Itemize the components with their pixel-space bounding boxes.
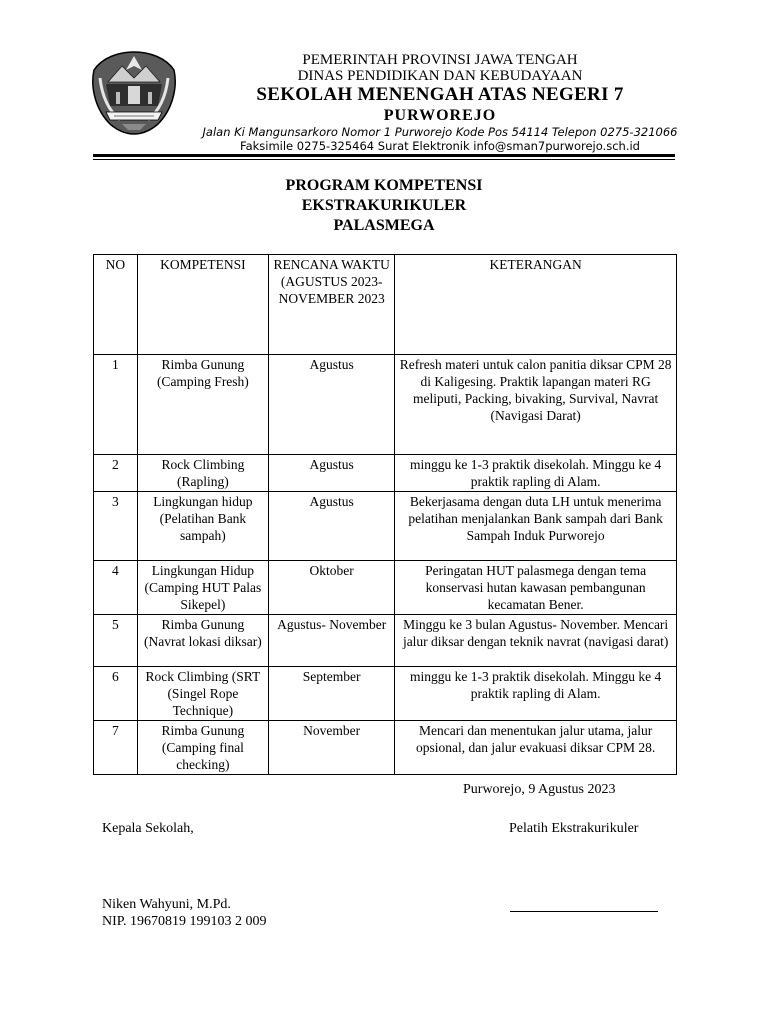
table-row: [94, 561, 677, 615]
doc-title-line3: PALASMEGA: [333, 217, 435, 234]
table-row: [94, 492, 677, 561]
cell-kompetensi: Rock Climbing (SRT (Singel Rope Technique): [137, 667, 268, 721]
cell-waktu: November: [269, 721, 395, 775]
col-header-kompetensi: KOMPETENSI: [137, 255, 268, 355]
cell-no: 4: [94, 561, 138, 615]
header-department: DINAS PENDIDIKAN DAN KEBUDAYAAN: [297, 68, 583, 84]
cell-keterangan: Refresh materi untuk calon panitia diksar CPM 28 di Kaligesing. Praktik lapangan materi RG meliputi, Packing, bivaking, Survival, Navrat (Navigasi Darat): [395, 355, 677, 455]
cell-waktu: Agustus: [269, 455, 395, 492]
table-row: [94, 615, 677, 667]
cell-keterangan: Mencari dan menentukan jalur utama, jalur opsional, dan jalur evakuasi diksar CPM 28.: [395, 721, 677, 775]
cell-no: 5: [94, 615, 138, 667]
cell-keterangan: Bekerjasama dengan duta LH untuk menerima pelatihan menjalankan Bank sampah dari Bank Sampah Induk Purworejo: [395, 492, 677, 561]
header-school-name: SEKOLAH MENENGAH ATAS NEGERI 7: [256, 84, 624, 105]
letterhead-divider-thin: [93, 159, 675, 160]
cell-kompetensi: Rimba Gunung (Camping Fresh): [137, 355, 268, 455]
table-row: [94, 355, 677, 455]
header-contact: Faksimile 0275-325464 Surat Elektronik info@sman7purworejo.sch.id: [240, 139, 640, 153]
cell-waktu: Oktober: [269, 561, 395, 615]
letterhead-divider-thick: [93, 154, 675, 157]
cell-no: 2: [94, 455, 138, 492]
cell-kompetensi: Rimba Gunung (Camping final checking): [137, 721, 268, 775]
header-city: PURWOREJO: [383, 107, 497, 124]
program-table: [93, 254, 677, 775]
coach-label: Pelatih Ekstrakurikuler: [509, 821, 639, 836]
cell-no: 6: [94, 667, 138, 721]
principal-label: Kepala Sekolah,: [102, 821, 194, 836]
col-header-no: NO: [94, 255, 138, 355]
doc-title-line2: EKSTRAKURIKULER: [301, 197, 467, 214]
cell-no: 7: [94, 721, 138, 775]
cell-kompetensi: Rimba Gunung (Navrat lokasi diksar): [137, 615, 268, 667]
col-header-keterangan: KETERANGAN: [395, 255, 677, 355]
principal-nip: NIP. 19670819 199103 2 009: [102, 914, 267, 929]
doc-title-line1: PROGRAM KOMPETENSI: [285, 177, 483, 194]
cell-keterangan: Peringatan HUT palasmega dengan tema konservasi hutan kawasan pembangunan kecamatan Bener.: [395, 561, 677, 615]
coach-signature-line: [510, 911, 658, 912]
table-row: [94, 721, 677, 775]
cell-no: 3: [94, 492, 138, 561]
table-header-row: [94, 255, 677, 355]
header-government: PEMERINTAH PROVINSI JAWA TENGAH: [302, 52, 578, 68]
cell-waktu: Agustus: [269, 492, 395, 561]
cell-no: 1: [94, 355, 138, 455]
cell-waktu: Agustus- November: [269, 615, 395, 667]
cell-keterangan: minggu ke 1-3 praktik disekolah. Minggu ke 4 praktik rapling di Alam.: [395, 667, 677, 721]
jawa-tengah-emblem-icon: [88, 48, 180, 136]
cell-waktu: September: [269, 667, 395, 721]
cell-keterangan: minggu ke 1-3 praktik disekolah. Minggu ke 4 praktik rapling di Alam.: [395, 455, 677, 492]
cell-kompetensi: Lingkungan hidup (Pelatihan Bank sampah): [137, 492, 268, 561]
table-row: [94, 667, 677, 721]
cell-keterangan: Minggu ke 3 bulan Agustus- November. Mencari jalur diksar dengan teknik navrat (navigasi darat): [395, 615, 677, 667]
table-row: [94, 455, 677, 492]
cell-kompetensi: Rock Climbing (Rapling): [137, 455, 268, 492]
cell-waktu: Agustus: [269, 355, 395, 455]
cell-kompetensi: Lingkungan Hidup (Camping HUT Palas Sikepel): [137, 561, 268, 615]
principal-name: Niken Wahyuni, M.Pd.: [102, 897, 231, 912]
place-date: Purworejo, 9 Agustus 2023: [463, 782, 616, 797]
header-address: Jalan Ki Mangunsarkoro Nomor 1 Purworejo Kode Pos 54114 Telepon 0275-321066: [202, 125, 678, 139]
col-header-rencana-waktu: RENCANA WAKTU (AGUSTUS 2023- NOVEMBER 2023: [269, 255, 395, 355]
